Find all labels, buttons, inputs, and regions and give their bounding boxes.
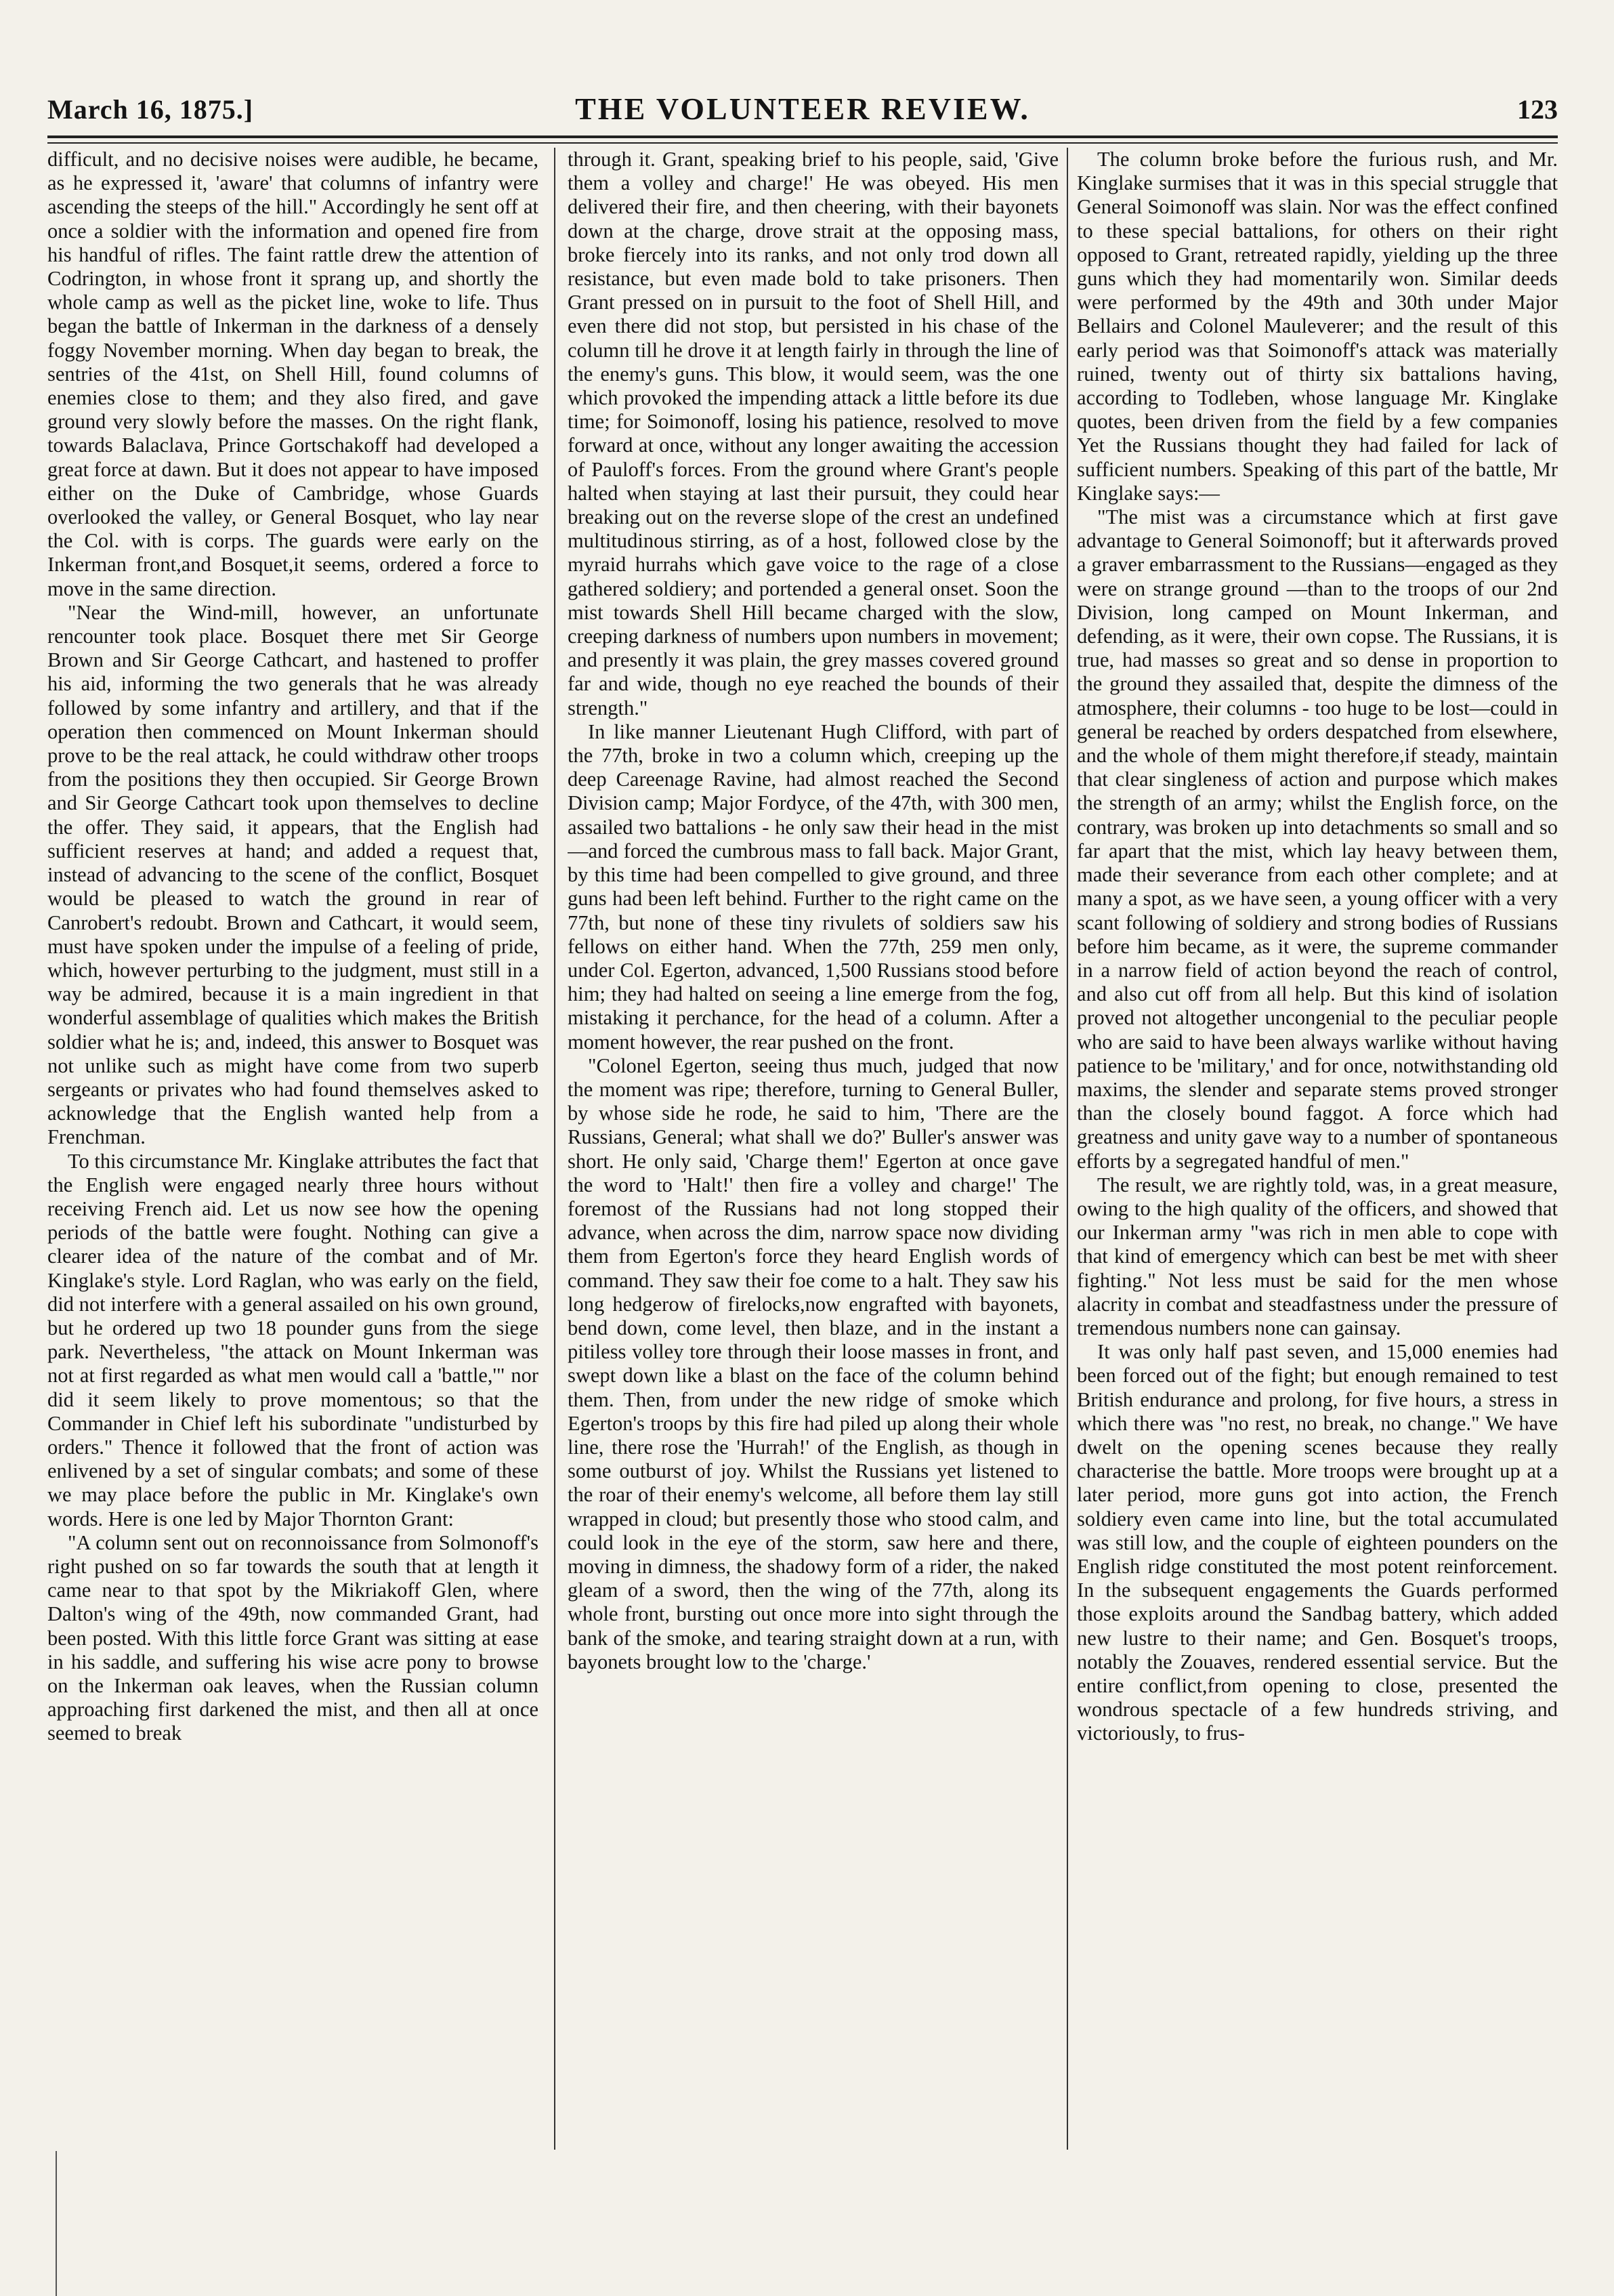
paragraph: The result, we are rightly told, was, in a great measure, owing to the high quality of the officers, and showed that our Inkerman army "was rich in men able to cope with that kind of emergency which can best be met with sheer fighting." Not less must be said for the men whose alacrity in combat and steadfastness under the pressure of tremendous numbers none can gainsay. (1077, 1173, 1558, 1339)
binding-margin-line (56, 2151, 57, 2296)
header-rule-thin (47, 142, 1558, 144)
column-divider (554, 148, 555, 2150)
page-number: 123 (1517, 94, 1558, 125)
paragraph: It was only half past seven, and 15,000 enemies had been forced out of the fight; but enough remained to test British endurance and prolong, for five hours, a stress in which there was "no rest, no break, no change." We have dwelt on the opening scenes because they really characterise the battle. More troops were brought up at a later period, more guns got into action, the French soldiery even came into line, but the total accumulated was still low, and the couple of eighteen pounders on the English ridge constituted the most potent reinforcement. In the subsequent engagements the Guards performed those exploits around the Sandbag battery, which added new lustre to their name; and Gen. Bosquet's troops, notably the Zouaves, rendered essential service. But the entire conflict,from opening to close, presented the wondrous spectacle of a few hundreds striving, and victoriously, to frus- (1077, 1340, 1558, 1745)
article-column-3 (1077, 148, 1558, 2180)
article-column-1 (47, 148, 538, 2180)
paragraph: To this circumstance Mr. Kinglake attributes the fact that the English were engaged nearly three hours without receiving French aid. Let us now see how the opening periods of the battle were fought. Nothing can give a clearer idea of the nature of the combat and of Mr. Kinglake's style. Lord Raglan, who was early on the field, did not interfere with a general assailed on his own ground, but he ordered up two 18 pounder guns from the siege park. Nevertheless, "the attack on Mount Inkerman was not at first regarded as what men would call a 'battle,'" nor did it seem likely to prove momentous; so that the Commander in Chief left his subordinate "undisturbed by orders." Thence it followed that the front of action was enlivened by a set of singular combats; and some of these we may place before the public in Mr. Kinglake's own words. Here is one led by Major Thornton Grant: (47, 1149, 538, 1530)
paragraph: through it. Grant, speaking brief to his people, said, 'Give them a volley and charge!' He was obeyed. His men delivered their fire, and then cheering, with their bayonets down at the charge, drove strait at the opposing mass, broke fiercely into its ranks, and not only trod down all resistance, but even made bold to take prisoners. Then Grant pressed on in pursuit to the foot of Shell Hill, and even there did not stop, but persisted in his chase of the column till he drove it at length fairly in through the line of the enemy's guns. This blow, it would seem, was the one which provoked the impending attack a little before its due time; for Soimonoff, losing his patience, resolved to move forward at once, without any longer awaiting the accession of Pauloff's forces. From the ground where Grant's people halted when staying at last their pursuit, they could hear breaking out on the reverse slope of the crest an undefined multitudinous stirring, as of a host, followed close by the myraid hurrahs which gave voice to the rage of a close gathered soldiery; and portended a general onset. Soon the mist towards Shell Hill became charged with the slow, creeping darkness of numbers upon numbers in movement; and presently it was plain, the grey masses covered ground far and wide, though no eye reached the bounds of their strength." (568, 148, 1059, 719)
paragraph: "A column sent out on reconnoissance from Solmonoff's right pushed on so far towards the south that at length it came near to that spot by the Mikriakoff Glen, where Dalton's wing of the 49th, now commanded Grant, had been posted. With this little force Grant was sitting at ease in his saddle, and suffering his wise acre pony to browse on the Inkerman oak leaves, when the Russian column approaching first darkened the mist, and then all at once seemed to break (47, 1530, 538, 1745)
article-column-2 (568, 148, 1059, 2180)
masthead (47, 88, 1558, 129)
paragraph: "Colonel Egerton, seeing thus much, judged that now the moment was ripe; therefore, turning to General Buller, by whose side he rode, he said to him, 'There are the Russians, General; what shall we do?' Buller's answer was short. He only said, 'Charge them!' Egerton at once gave the word to 'Halt!' then fire a volley and charge!' The foremost of the Russians had not long stopped their advance, when across the dim, narrow space now dividing them from Egerton's force they heard English words of command. They saw their foe come to a halt. They saw his long hedgerow of firelocks,now engrafted with bayonets, bend down, come level, then blaze, and in the instant a pitiless volley tore through their loose masses in front, and swept down like a blast on the face of the column behind them. Then, from under the new ridge of smoke which Egerton's troops by this fire had piled up along their whole line, there rose the 'Hurrah!' of the English, as though in some outburst of joy. Whilst the Russians yet listened to the roar of their enemy's welcome, all before them lay still wrapped in cloud; but presently those who stood calm, and could look in the eye of the storm, saw here and there, moving in dimness, the shadowy form of a rider, the naked gleam of a sword, then the wing of the 77th, along its whole front, bursting out once more into sight through the bank of the smoke, and tearing straight down at a run, with bayonets brought low to the 'charge.' (568, 1053, 1059, 1673)
paragraph: "Near the Wind-mill, however, an unfortunate rencounter took place. Bosquet there met Sir George Brown and Sir George Cathcart, and hastened to proffer his aid, informing the two generals that he was already followed by some infantry and artillery, and that if the operation then commenced on Mount Inkerman should prove to be the real attack, he could withdraw other troops from the positions they then occupied. Sir George Brown and Sir George Cathcart took upon themselves to decline the offer. They said, it appears, that the English had sufficient reserves at hand; and added a request that, instead of advancing to the scene of the conflict, Bosquet would be pleased to watch the ground in rear of Canrobert's redoubt. Brown and Cathcart, it would seem, must have spoken under the impulse of a feeling of pride, which, however perturbing to the judgment, must still in a way be admired, because it is a main ingredient in that wonderful assemblage of qualities which makes the British soldier what he is; and, indeed, this answer to Bosquet was not unlike such as might have come from two superb sergeants or privates who had found themselves asked to acknowledge that the English wanted help from a Frenchman. (47, 600, 538, 1149)
publication-title: THE VOLUNTEER REVIEW. (575, 91, 1030, 126)
paragraph: In like manner Lieutenant Hugh Clifford, with part of the 77th, broke in two a column which, creeping up the deep Careenage Ravine, had almost reached the Second Division camp; Major Fordyce, of the 47th, with 300 men, assailed two battalions - he only saw their head in the mist—and forced the cumbrous mass to fall back. Major Grant, by this time had been compelled to give ground, and three guns had been left behind. Further to the right came on the 77th, but none of these tiny rivulets of soldiers saw his fellows on either hand. When the 77th, 259 men only, under Col. Egerton, advanced, 1,500 Russians stood before him; they had halted on seeing a line emerge from the fog, mistaking it perchance, for the head of a column. After a moment however, the rear pushed on the front. (568, 719, 1059, 1053)
column-divider (1067, 148, 1068, 2150)
paragraph: The column broke before the furious rush, and Mr. Kinglake surmises that it was in this special struggle that General Soimonoff was slain. Nor was the effect confined to these special battalions, for others on their right opposed to Grant, retreated rapidly, yielding up the three guns which they had momentarily won. Similar deeds were performed by the 49th and 30th under Major Bellairs and Colonel Mauleverer; and the result of this early period was that Soimonoff's attack was materially ruined, twenty out of thirty six battalions having, according to Todleben, whose language Mr. Kinglake quotes, been driven from the field by a few companies Yet the Russians thought they had failed for lack of sufficient numbers. Speaking of this part of the battle, Mr Kinglake says:— (1077, 148, 1558, 505)
header-rule (47, 135, 1558, 138)
paragraph: "The mist was a circumstance which at first gave advantage to General Soimonoff; but it afterwards proved a graver embarrassment to the Russians—engaged as they were on strange ground —than to the troops of our 2nd Division, long camped on Mount Inkerman, and defending, as it were, their own copse. The Russians, it is true, had masses so great and so dense in proportion to the ground they assailed that, despite the dimness of the atmosphere, their columns - too huge to be lost—could in general be reached by orders despatched from elsewhere, and the whole of them might therefore,if steady, maintain that clear singleness of action and purpose which makes the strength of an army; whilst the English force, on the contrary, was broken up into detachments so small and so far apart that the mist, which lay heavy between them, made their severance from each other complete; and at many a spot, as we have seen, a young officer with a very scant following of soldiery and strong bodies of Russians before him became, as it were, the supreme commander in a narrow field of action beyond the reach of control, and also cut off from all help. But this kind of isolation proved not altogether uncongenial to the peculiar people who are said to have been always warlike without having patience to be 'military,' and for once, notwithstanding old maxims, the slender and separate stems proved stronger than the closely bound faggot. A force which had greatness and unity gave way to a number of spontaneous efforts by a segregated handful of men." (1077, 505, 1558, 1173)
issue-date: March 16, 1875.] (47, 94, 254, 125)
paragraph: difficult, and no decisive noises were audible, he became, as he expressed it, 'aware' that columns of infantry were ascending the steeps of the hill." Accordingly he sent off at once a soldier with the information and opened fire from his handful of rifles. The faint rattle drew the attention of Codrington, in whose front it sprang up, and shortly the whole camp as well as the picket line, woke to life. Thus began the battle of Inkerman in the darkness of a densely foggy November morning. When day began to break, the sentries of the 41st, on Shell Hill, found columns of enemies close to them; and they also fired, and gave ground very slowly before the masses. On the right flank, towards Balaclava, Prince Gortschakoff had developed a great force at dawn. But it does not appear to have imposed either on the Duke of Cambridge, whose Guards overlooked the valley, or General Bosquet, who lay near the Col. with is corps. The guards were early on the Inkerman front,and Bosquet,it seems, ordered a force to move in the same direction. (47, 148, 538, 600)
